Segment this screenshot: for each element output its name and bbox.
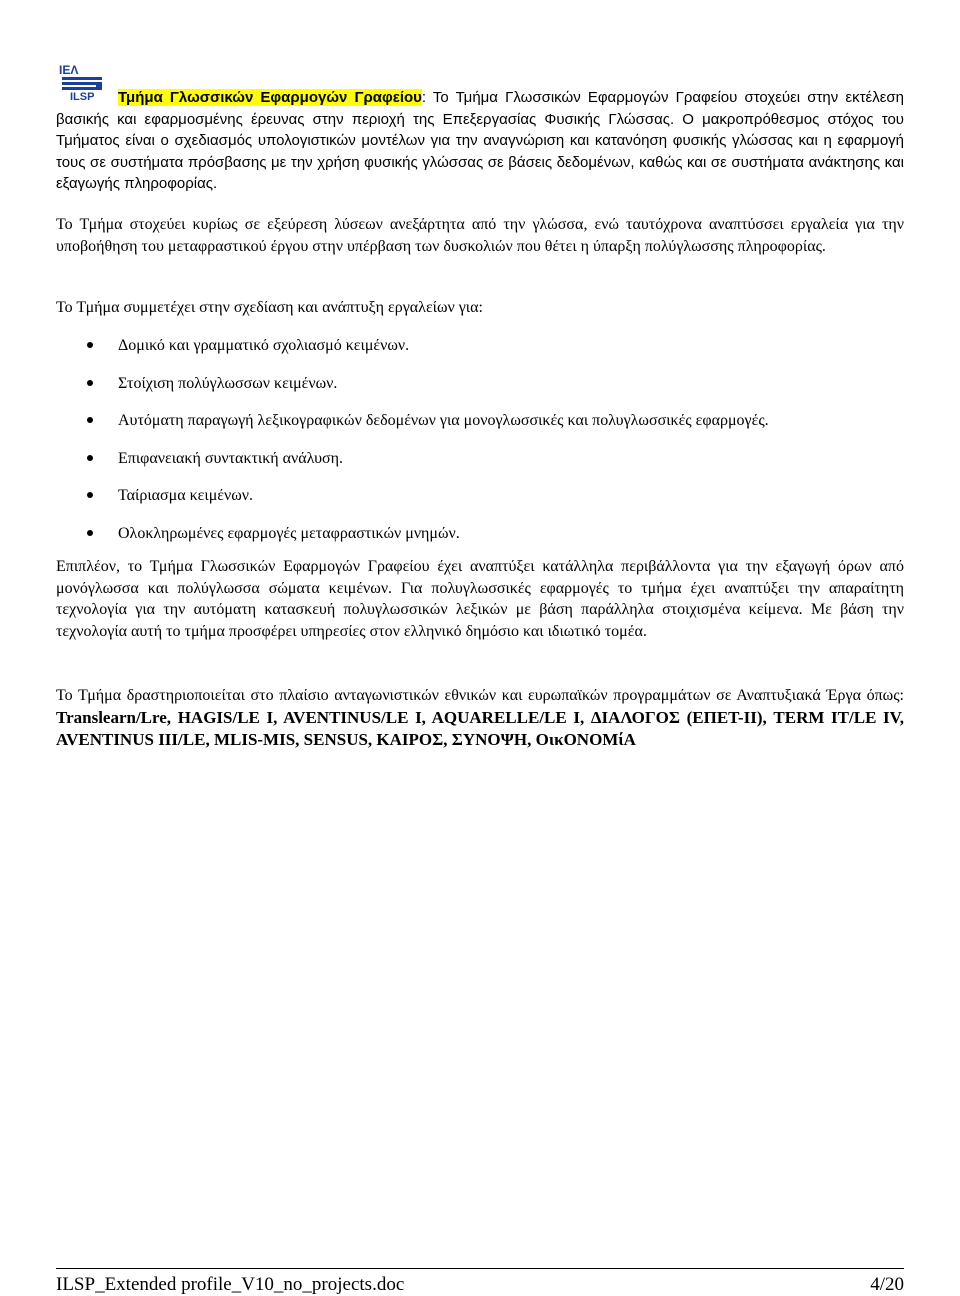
footer-divider <box>56 1268 904 1269</box>
footer-filename: ILSP_Extended profile_V10_no_projects.doc <box>56 1274 405 1295</box>
bullet-icon <box>87 492 93 498</box>
tools-bullet-list <box>56 335 904 561</box>
bullet-icon <box>87 417 93 423</box>
paragraph-2: Το Τμήμα στοχεύει κυρίως σε εξεύρεση λύσεων ανεξάρτητα από την γλώσσα, ενώ ταυτόχρονα αναπτύσσει εργαλεία για την υποβοήθηση του μεταφραστικού έργου στην υπέρβαση των δυσκολιών που θέτει η ύπαρξη πολύγλωσσης πληροφορίας. <box>56 216 904 255</box>
intro-text: : Το Τμήμα Γλωσσικών Εφαρμογών Γραφείου στοχεύει στην εκτέλεση βασικής και εφαρμοσμένης έρευνας στην περιοχή της Επεξεργασίας Φυσικής Γλώσσας. Ο μακροπρόθεσμος στόχος του Τμήματος είναι ο σχεδιασμός υπολογιστικών μοντέλων για την αναγνώριση και κατανόηση φυσικής γλώσσας και η εφαρμογή τους σε συστήματα πρόσβασης με την χρήση φυσικής γλώσσας σε βάσεις δεδομένων, καθώς και σε συστήματα ανάκτησης και εξαγωγής πληροφορίας. <box>56 89 904 192</box>
paragraph-5-text: Το Τμήμα δραστηριοποιείται στο πλαίσιο ανταγωνιστικών εθνικών και ευρωπαϊκών προγραμμάτων σε Αναπτυξιακά Έργα όπως: <box>56 687 904 704</box>
bullet-list-block <box>56 335 904 561</box>
intro-paragraph-block <box>56 87 904 195</box>
logo-bottom-text: ILSP <box>70 91 95 102</box>
paragraph-3: Το Τμήμα συμμετέχει στην σχεδίαση και ανάπτυξη εργαλείων για: <box>56 299 483 316</box>
list-item: Ταίριασμα κειμένων. <box>56 485 904 523</box>
list-item: Αυτόματη παραγωγή λεξικογραφικών δεδομένων για μονογλωσσικές και πολυγλωσσικές εφαρμογές. <box>56 410 904 448</box>
footer-page-number: 4/20 <box>870 1274 904 1295</box>
bullet-icon <box>87 455 93 461</box>
list-item: Επιφανειακή συντακτική ανάλυση. <box>56 448 904 486</box>
paragraph-4: Επιπλέον, το Τμήμα Γλωσσικών Εφαρμογών Γραφείου έχει αναπτύξει κατάλληλα περιβάλλοντα για την εξαγωγή όρων από μονόγλωσσα και πολύγλωσσα σώματα κειμένων. Για πολυγλωσσικές εφαρμογές το τμήμα έχει αναπτύξει την απαραίτητη τεχνολογία για την αυτόματη κατασκευή πολυγλωσσικών λεξικών με βάση παράλληλα στοιχισμένα κείμενα. Με βάση την τεχνολογία αυτή το τμήμα προσφέρει υπηρεσίες στον ελληνικό δημόσιο και ιδιωτικό τομέα. <box>56 558 904 640</box>
paragraph-2-block <box>56 214 904 257</box>
paragraph-5-block <box>56 685 904 752</box>
list-item: Στοίχιση πολύγλωσσων κειμένων. <box>56 373 904 411</box>
paragraph-3-block <box>56 297 904 319</box>
list-item: Δομικό και γραμματικό σχολιασμό κειμένων. <box>56 335 904 373</box>
bullet-icon <box>87 342 93 348</box>
paragraph-5 <box>56 685 904 752</box>
bullet-icon <box>87 380 93 386</box>
logo-top-text: ΙΕΛ <box>59 63 79 77</box>
bullet-icon <box>87 530 93 536</box>
paragraph-4-block <box>56 556 904 642</box>
section-heading: Τμήμα Γλωσσικών Εφαρμογών Γραφείου <box>118 89 422 106</box>
list-item: Ολοκληρωμένες εφαρμογές μεταφραστικών μνημών. <box>56 523 904 561</box>
project-list: Translearn/Lre, HAGIS/LE I, AVENTINUS/LE I, AQUARELLE/LE I, ΔΙΑΛΟΓΟΣ (ΕΠΕΤ-ΙΙ), TERM IT/LE IV, AVENTINUS III/LE, MLIS-MIS, SENSUS, ΚΑΙΡΟΣ, ΣΥΝΟΨΗ, ΟικΟΝΟΜίΑ <box>56 707 904 749</box>
intro-paragraph <box>56 87 904 195</box>
